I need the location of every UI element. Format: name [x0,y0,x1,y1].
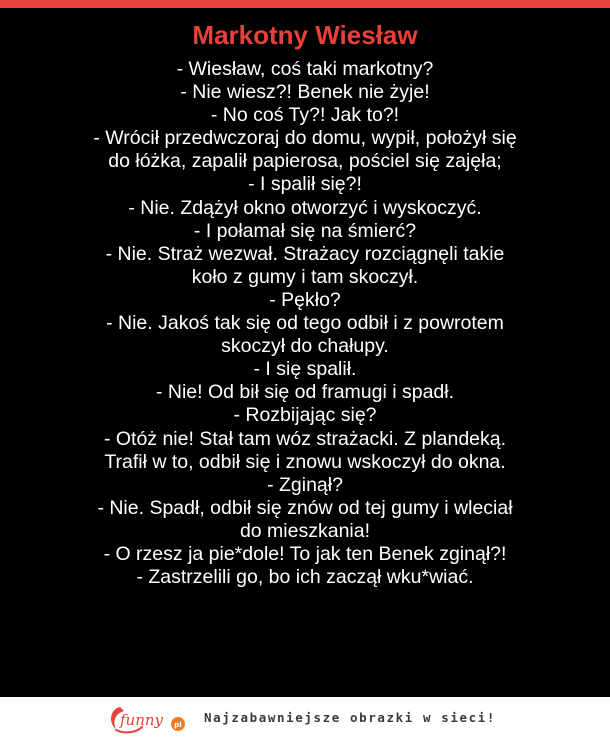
logo-wordmark: funny [120,711,164,729]
joke-line: - Wiesław, coś taki markotny? [176,58,434,80]
footer-tagline: Najzabawniejsze obrazki w sieci! [204,710,497,725]
joke-line: - Nie. Zdążył okno otworzyć i wyskoczyć. [128,196,482,219]
footer-bar [0,697,610,741]
joke-line: - Nie. Jakoś tak się od tego odbił i z powrotem [106,312,504,335]
joke-line: - Nie. Straż wezwał. Strażacy rozciągnęli takie [105,242,505,265]
joke-line: - Rozbijając się? [233,404,377,427]
joke-line: koło z gumy i tam skoczył. [191,265,419,288]
joke-line: do łóżka, zapalił papierosa, pościel się zajęła; [108,150,502,173]
joke-line: - No coś Ty?! Jak to?! [210,104,400,127]
meme-title: Markotny Wiesław [192,20,418,50]
joke-line: - Zginął? [267,473,343,496]
joke-line: - Wrócił przedwczoraj do domu, wypił, położył się [93,127,517,150]
joke-line: - Nie! Od bił się od framugi i spadł. [155,381,455,404]
joke-line: Trafił w to, odbił się i znowu wskoczył do okna. [104,450,506,473]
accent-top-bar [0,0,610,8]
joke-line: - Nie. Spadł, odbił się znów od tej gumy i wleciał [97,496,513,519]
joke-line: - Zastrzelili go, bo ich zaczął wku*wiać. [136,566,474,589]
joke-line: - I połamał się na śmierć? [193,219,417,242]
joke-line: - Pękło? [269,288,341,311]
joke-line: - Nie wiesz?! Benek nie żyje! [180,81,430,104]
joke-line: - O rzesz ja pie*dole! To jak ten Benek zginął?! [103,542,507,565]
joke-line: do mieszkania! [239,519,371,542]
joke-line: skoczył do chałupy. [221,335,389,358]
joke-line: - Otóż nie! Stał tam wóz strażacki. Z plandeką. [103,427,507,450]
funny-logo[interactable] [106,703,190,735]
joke-line: - I spalił się?! [248,173,362,196]
joke-line: - I się spalił. [253,358,357,381]
joke-text [20,58,590,589]
logo-badge-text: pl [174,721,182,729]
